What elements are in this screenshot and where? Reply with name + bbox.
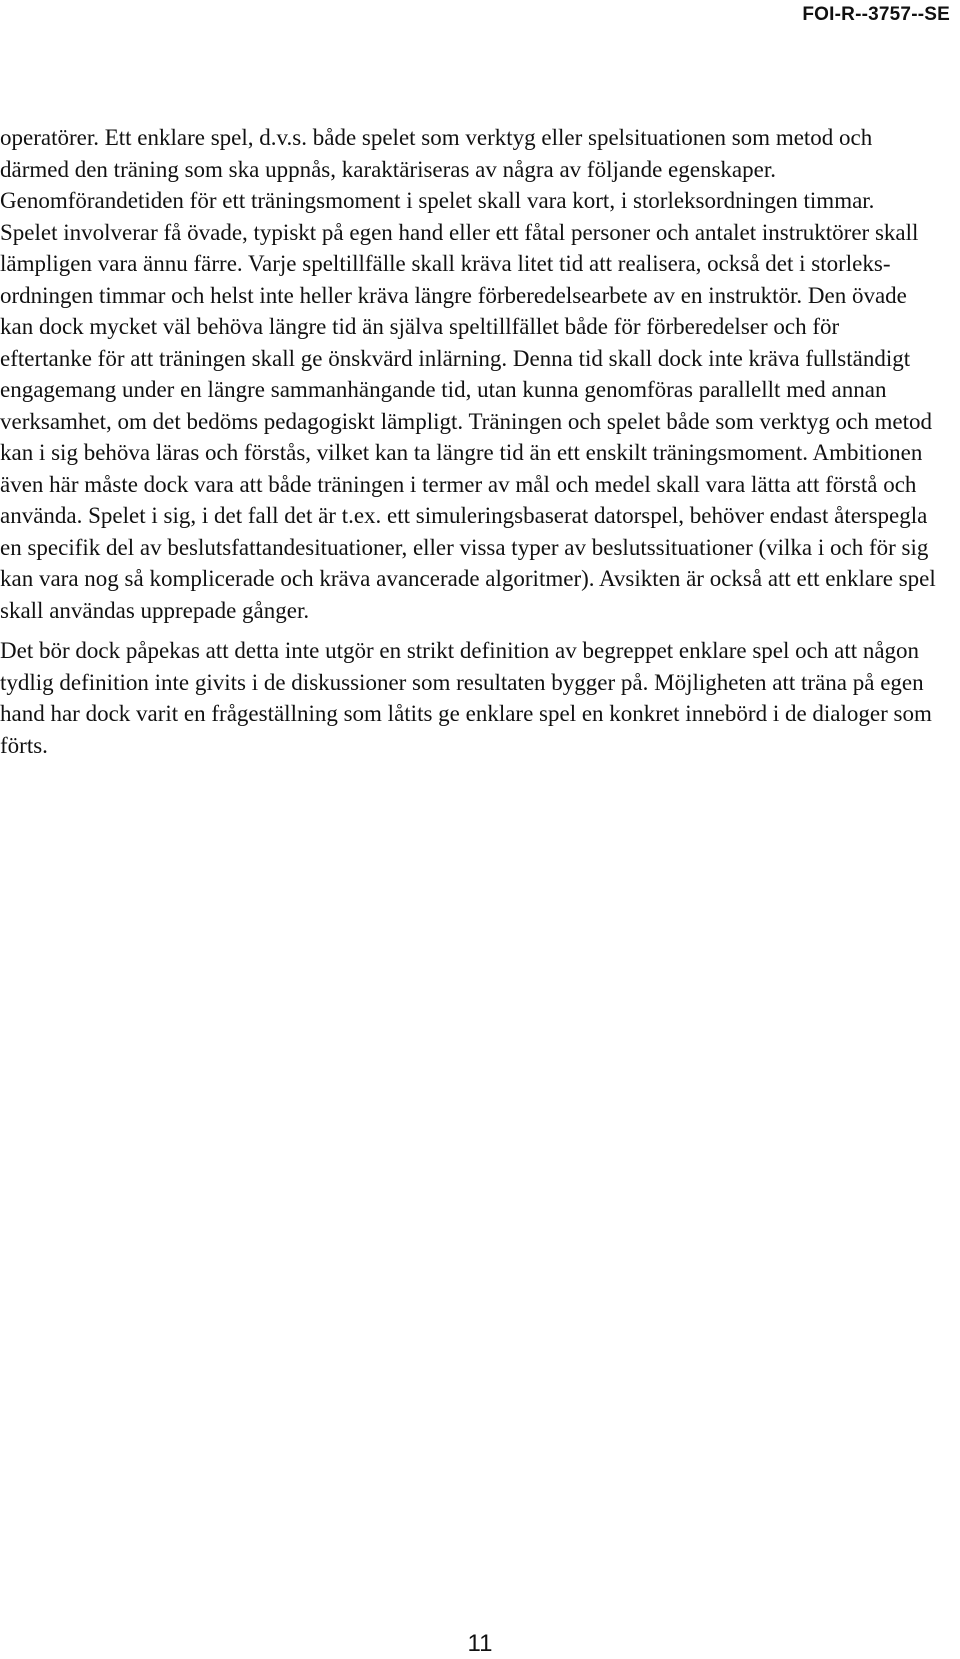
body-text	[0, 122, 936, 770]
page-number: 11	[467, 1630, 493, 1657]
paragraph-1: operatörer. Ett enklare spel, d.v.s. både spelet som verktyg eller spelsituationen som metod och därmed den träning som ska uppnås, karaktäriseras av några av följande egenskaper. Genomförandetiden för ett träningsmoment i spelet skall vara kort, i storleksordningen timmar. Spelet involverar få övade, typiskt på egen hand eller ett fåtal personer och antalet instruktörer skall lämpligen vara ännu färre. Varje speltillfälle skall kräva litet tid att realisera, också det i storleks-ordningen timmar och helst inte heller kräva längre förberedelsearbete av en instruktör. Den övade kan dock mycket väl behöva längre tid än själva speltillfället både för förberedelser och för eftertanke för att träningen skall ge önskvärd inlärning. Denna tid skall dock inte kräva fullständigt engagemang under en längre sammanhängande tid, utan kunna genomföras parallellt med annan verksamhet, om det bedöms pedagogiskt lämpligt. Träningen och spelet både som verktyg och metod kan i sig behöva läras och förstås, vilket kan ta längre tid än ett enskilt träningsmoment. Ambitionen även här måste dock vara att både träningen i termer av mål och medel skall vara lätta att förstå och använda. Spelet i sig, i det fall det är t.ex. ett simuleringsbaserat datorspel, behöver endast återspegla en specifik del av beslutsfattandesituationer, eller vissa typer av beslutssituationer (vilka i och för sig kan vara nog så komplicerade och kräva avancerade algoritmer). Avsikten är också att ett enklare spel skall användas upprepade gånger.	[0, 125, 936, 623]
report-code: FOI-R--3757--SE	[802, 4, 950, 25]
paragraph-2: Det bör dock påpekas att detta inte utgör en strikt definition av begreppet enklare spel och att någon tydlig definition inte givits i de diskussioner som resultaten bygger på. Möjligheten att träna på egen hand har dock varit en frågeställning som låtits ge enklare spel en konkret innebörd i de dialoger som förts.	[0, 638, 932, 758]
